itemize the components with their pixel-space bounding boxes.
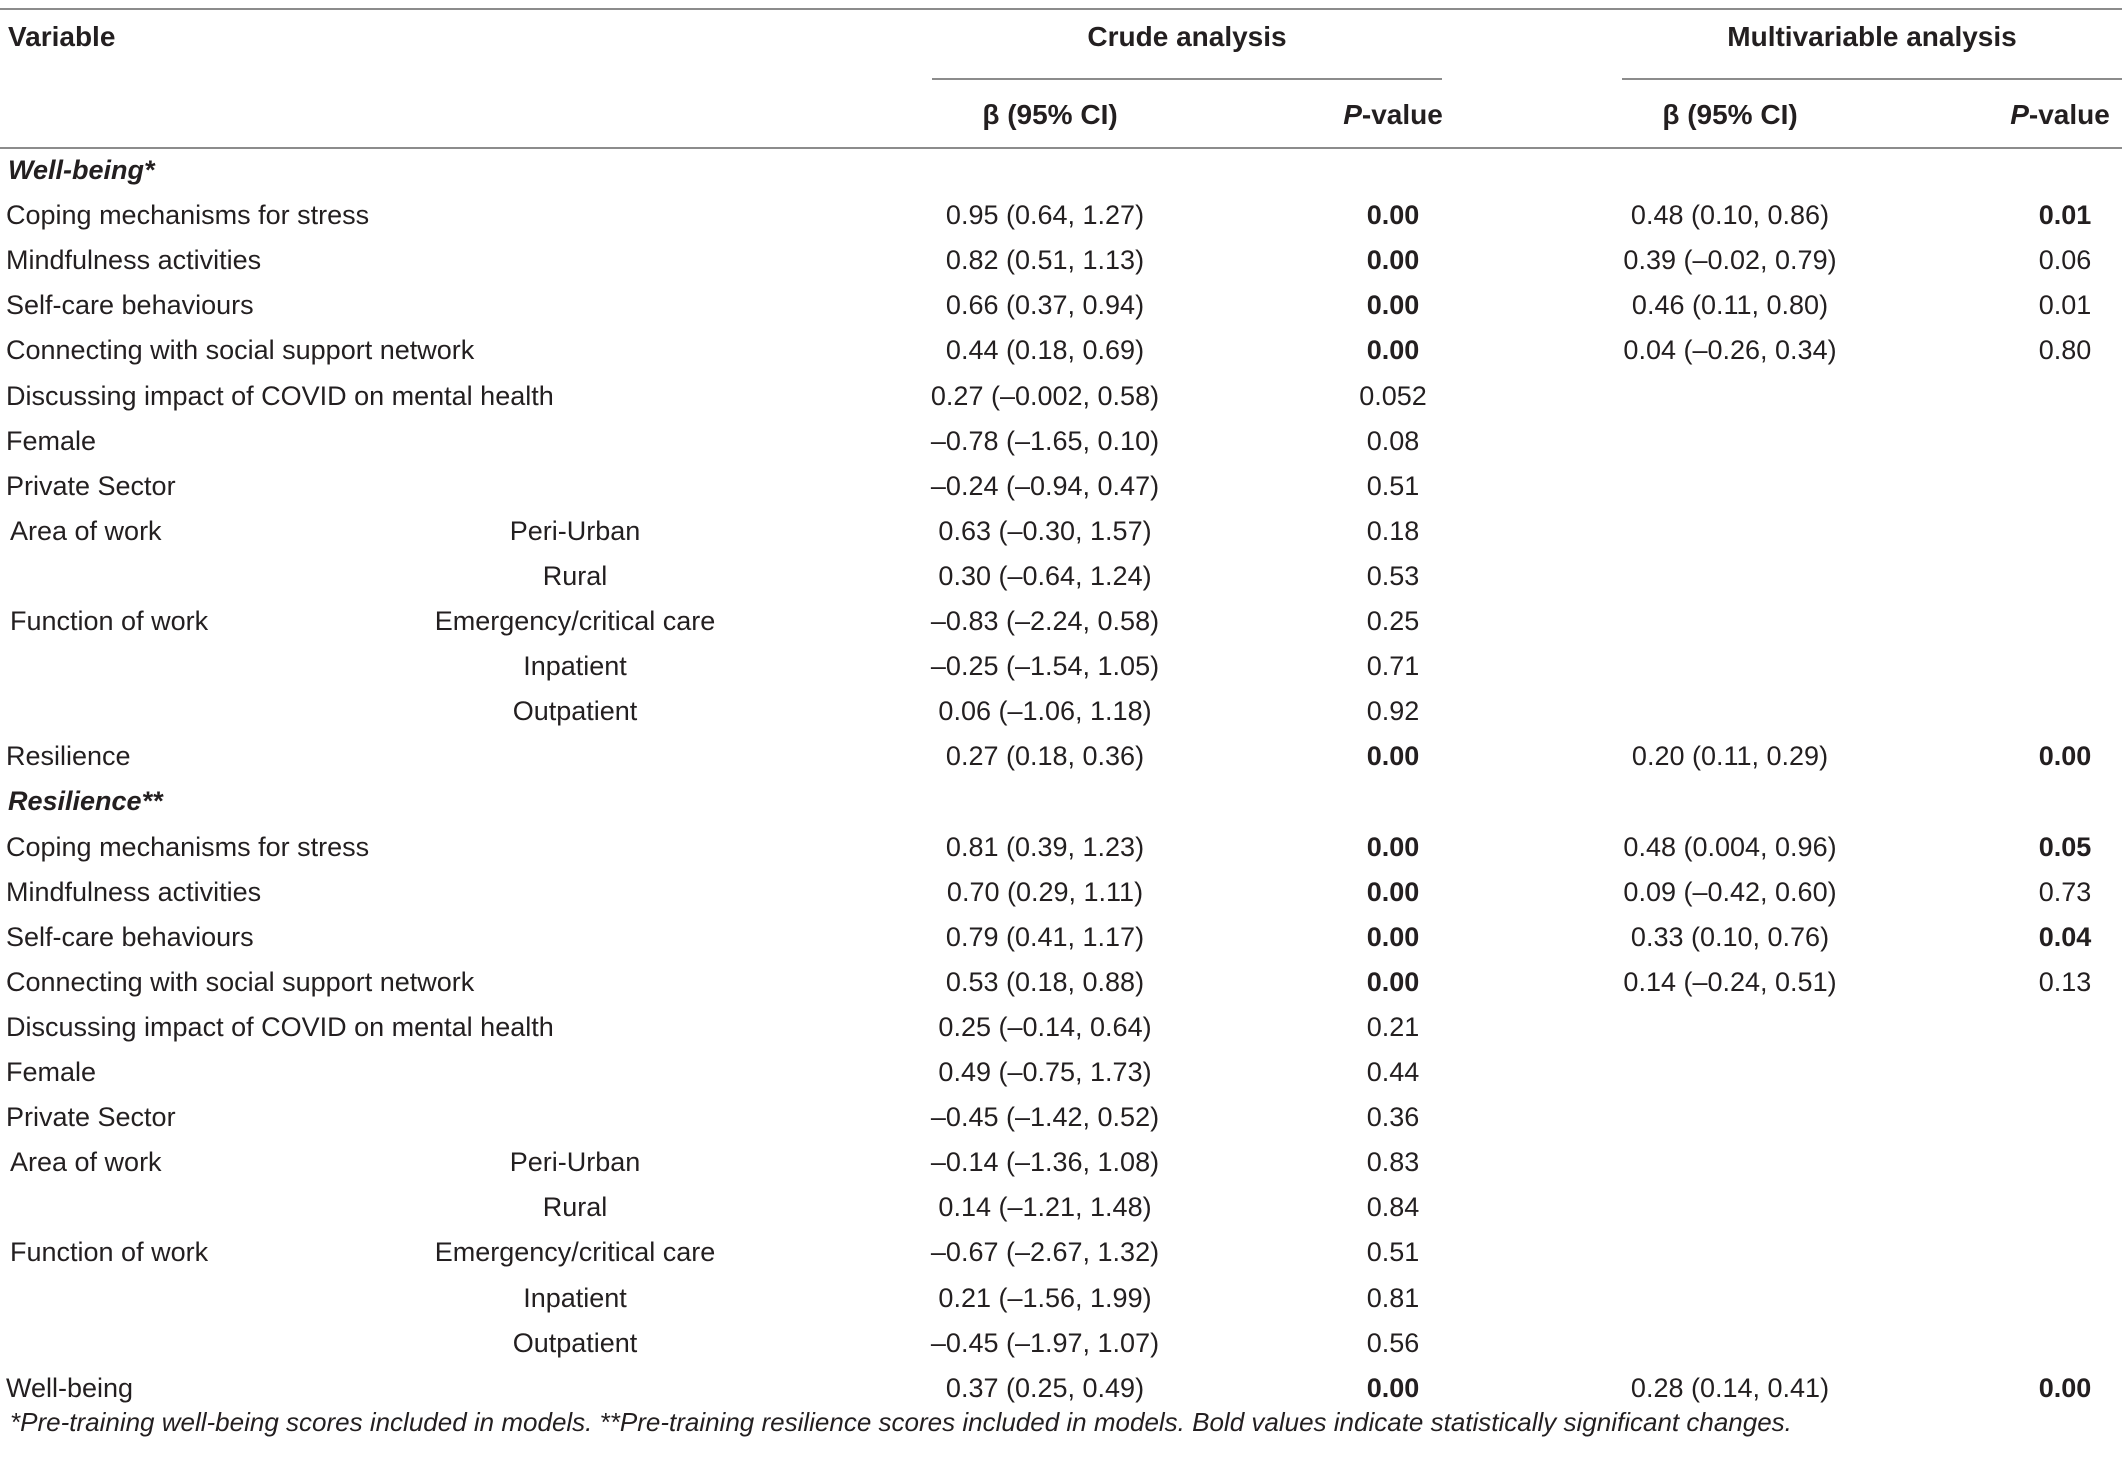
row-label: Resilience <box>6 741 131 772</box>
multi-pvalue-cell: 0.04 <box>2038 921 2092 952</box>
multi-beta-cell: 0.20 (0.11, 0.29) <box>1631 741 1829 772</box>
row-label: Discussing impact of COVID on mental health <box>6 380 554 411</box>
multi-pvalue-cell: 0.01 <box>2038 200 2092 231</box>
row-label: Coping mechanisms for stress <box>6 200 370 231</box>
crude-beta-cell: –0.24 (–0.94, 0.47) <box>930 470 1160 501</box>
multi-pvalue-cell: 0.80 <box>2038 335 2092 366</box>
multi-pvalue-cell: 0.06 <box>2038 245 2092 276</box>
crude-pvalue-cell: 0.71 <box>1366 651 1420 682</box>
crude-beta-cell: 0.21 (–1.56, 1.99) <box>938 1282 1152 1313</box>
crude-pvalue-cell: 0.00 <box>1366 245 1420 276</box>
row-label: Connecting with social support network <box>6 335 475 366</box>
crude-beta-cell: 0.53 (0.18, 0.88) <box>945 966 1145 997</box>
crude-beta-cell: –0.83 (–2.24, 0.58) <box>930 606 1160 636</box>
multi-beta-cell: 0.46 (0.11, 0.80) <box>1631 290 1829 321</box>
multi-pvalue-cell: 0.00 <box>2038 1372 2092 1403</box>
crude-pvalue-cell: 0.36 <box>1366 1102 1420 1133</box>
crude-beta-cell: 0.25 (–0.14, 0.64) <box>938 1011 1152 1042</box>
row-label: Private Sector <box>6 1102 176 1133</box>
crude-header-rule <box>932 78 1442 80</box>
header-multivariable-analysis: Multivariable analysis <box>1727 21 2017 52</box>
crude-pvalue-cell: 0.00 <box>1366 831 1420 862</box>
row-label: Function of work <box>10 1237 209 1268</box>
crude-pvalue-cell: 0.052 <box>1359 380 1427 411</box>
crude-beta-cell: 0.44 (0.18, 0.69) <box>945 335 1145 366</box>
row-sublabel: Emergency/critical care <box>434 606 716 636</box>
crude-pvalue-cell: 0.84 <box>1366 1192 1420 1223</box>
crude-pvalue-cell: 0.00 <box>1366 876 1420 907</box>
crude-beta-cell: 0.63 (–0.30, 1.57) <box>938 515 1152 546</box>
row-sublabel: Rural <box>542 560 608 591</box>
crude-beta-cell: 0.79 (0.41, 1.17) <box>945 921 1145 952</box>
crude-pvalue-cell: 0.44 <box>1366 1057 1420 1087</box>
row-sublabel: Rural <box>542 1192 608 1223</box>
crude-pvalue-cell: 0.18 <box>1366 515 1420 546</box>
crude-pvalue-cell: 0.21 <box>1366 1011 1420 1042</box>
crude-pvalue-cell: 0.00 <box>1366 1372 1420 1403</box>
row-label: Self-care behaviours <box>6 290 254 321</box>
multi-beta-cell: 0.28 (0.14, 0.41) <box>1630 1372 1830 1403</box>
header-crude-pvalue <box>1318 98 1468 132</box>
row-sublabel: Peri-Urban <box>509 515 641 546</box>
row-label: Connecting with social support network <box>6 966 475 997</box>
row-label: Discussing impact of COVID on mental health <box>6 1011 554 1042</box>
crude-beta-cell: 0.30 (–0.64, 1.24) <box>938 560 1152 591</box>
crude-pvalue-cell: 0.56 <box>1366 1327 1420 1358</box>
row-label: Private Sector <box>6 470 176 501</box>
crude-beta-cell: –0.78 (–1.65, 0.10) <box>930 425 1160 456</box>
header-p-rest: -value <box>1361 99 1443 130</box>
crude-beta-cell: 0.06 (–1.06, 1.18) <box>938 696 1152 727</box>
header-bottom-rule <box>0 147 2122 149</box>
row-sublabel: Inpatient <box>523 651 627 682</box>
header-multi-beta: β (95% CI) <box>1662 99 1798 130</box>
multi-pvalue-cell: 0.05 <box>2038 831 2092 862</box>
row-label: Mindfulness activities <box>6 876 262 907</box>
row-label: Area of work <box>10 1147 162 1178</box>
crude-beta-cell: 0.82 (0.51, 1.13) <box>945 245 1145 276</box>
crude-pvalue-cell: 0.51 <box>1366 1237 1420 1268</box>
multi-beta-cell: 0.48 (0.004, 0.96) <box>1623 831 1837 862</box>
crude-beta-cell: –0.45 (–1.97, 1.07) <box>930 1327 1160 1358</box>
row-label: Coping mechanisms for stress <box>6 831 370 862</box>
multi-beta-cell: 0.09 (–0.42, 0.60) <box>1623 876 1837 907</box>
crude-pvalue-cell: 0.00 <box>1366 741 1420 772</box>
top-rule <box>0 8 2122 10</box>
crude-beta-cell: 0.49 (–0.75, 1.73) <box>938 1057 1152 1087</box>
row-label: Area of work <box>10 515 162 546</box>
multi-beta-cell: 0.14 (–0.24, 0.51) <box>1623 966 1837 997</box>
crude-beta-cell: –0.25 (–1.54, 1.05) <box>930 651 1160 682</box>
multi-beta-cell: 0.39 (–0.02, 0.79) <box>1623 245 1837 276</box>
row-sublabel: Outpatient <box>512 1327 638 1358</box>
row-label: Well-being <box>6 1372 134 1403</box>
row-label: Female <box>6 1057 97 1087</box>
crude-beta-cell: 0.27 (–0.002, 0.58) <box>930 380 1160 411</box>
multi-header-rule <box>1622 78 2122 80</box>
row-label: Mindfulness activities <box>6 245 262 276</box>
row-label: Function of work <box>10 606 209 636</box>
crude-pvalue-cell: 0.53 <box>1366 560 1420 591</box>
crude-beta-cell: –0.14 (–1.36, 1.08) <box>930 1147 1160 1178</box>
crude-beta-cell: 0.70 (0.29, 1.11) <box>946 876 1144 907</box>
crude-pvalue-cell: 0.51 <box>1366 470 1420 501</box>
row-sublabel: Outpatient <box>512 696 638 727</box>
row-sublabel: Peri-Urban <box>509 1147 641 1178</box>
crude-pvalue-cell: 0.92 <box>1366 696 1420 727</box>
multi-pvalue-cell: 0.13 <box>2038 966 2092 997</box>
header-multi-pvalue <box>1990 98 2122 132</box>
row-sublabel: Emergency/critical care <box>434 1237 716 1268</box>
section-title: Well-being* <box>8 155 155 185</box>
header-p-italic: P <box>2010 99 2029 130</box>
multi-pvalue-cell: 0.00 <box>2038 741 2092 772</box>
crude-beta-cell: 0.81 (0.39, 1.23) <box>945 831 1145 862</box>
crude-beta-cell: 0.37 (0.25, 0.49) <box>945 1372 1145 1403</box>
crude-pvalue-cell: 0.00 <box>1366 200 1420 231</box>
header-p-italic: P <box>1343 99 1362 130</box>
row-label: Female <box>6 425 97 456</box>
row-label: Self-care behaviours <box>6 921 254 952</box>
multi-pvalue-cell: 0.01 <box>2038 290 2092 321</box>
multi-pvalue-cell: 0.73 <box>2038 876 2092 907</box>
crude-pvalue-cell: 0.25 <box>1366 606 1420 636</box>
header-p-rest: -value <box>2028 99 2110 130</box>
header-crude-beta: β (95% CI) <box>982 99 1118 130</box>
crude-beta-cell: –0.67 (–2.67, 1.32) <box>930 1237 1160 1268</box>
header-variable: Variable <box>8 21 116 52</box>
crude-pvalue-cell: 0.00 <box>1366 290 1420 321</box>
crude-beta-cell: –0.45 (–1.42, 0.52) <box>930 1102 1160 1133</box>
crude-pvalue-cell: 0.00 <box>1366 921 1420 952</box>
table-footnote: *Pre-training well-being scores included in models. **Pre-training resilience scores included in models. Bold values indicate statistically significant changes. <box>10 1407 1792 1437</box>
crude-pvalue-cell: 0.83 <box>1366 1147 1420 1178</box>
row-sublabel: Inpatient <box>523 1282 627 1313</box>
multi-beta-cell: 0.48 (0.10, 0.86) <box>1630 200 1830 231</box>
crude-beta-cell: 0.27 (0.18, 0.36) <box>945 741 1145 772</box>
crude-pvalue-cell: 0.00 <box>1366 335 1420 366</box>
crude-beta-cell: 0.95 (0.64, 1.27) <box>945 200 1145 231</box>
crude-pvalue-cell: 0.00 <box>1366 966 1420 997</box>
section-title: Resilience** <box>8 786 163 817</box>
header-crude-analysis: Crude analysis <box>1087 21 1287 52</box>
crude-beta-cell: 0.14 (–1.21, 1.48) <box>938 1192 1152 1223</box>
crude-beta-cell: 0.66 (0.37, 0.94) <box>945 290 1145 321</box>
crude-pvalue-cell: 0.08 <box>1366 425 1420 456</box>
crude-pvalue-cell: 0.81 <box>1366 1282 1420 1313</box>
multi-beta-cell: 0.33 (0.10, 0.76) <box>1630 921 1830 952</box>
multi-beta-cell: 0.04 (–0.26, 0.34) <box>1623 335 1837 366</box>
